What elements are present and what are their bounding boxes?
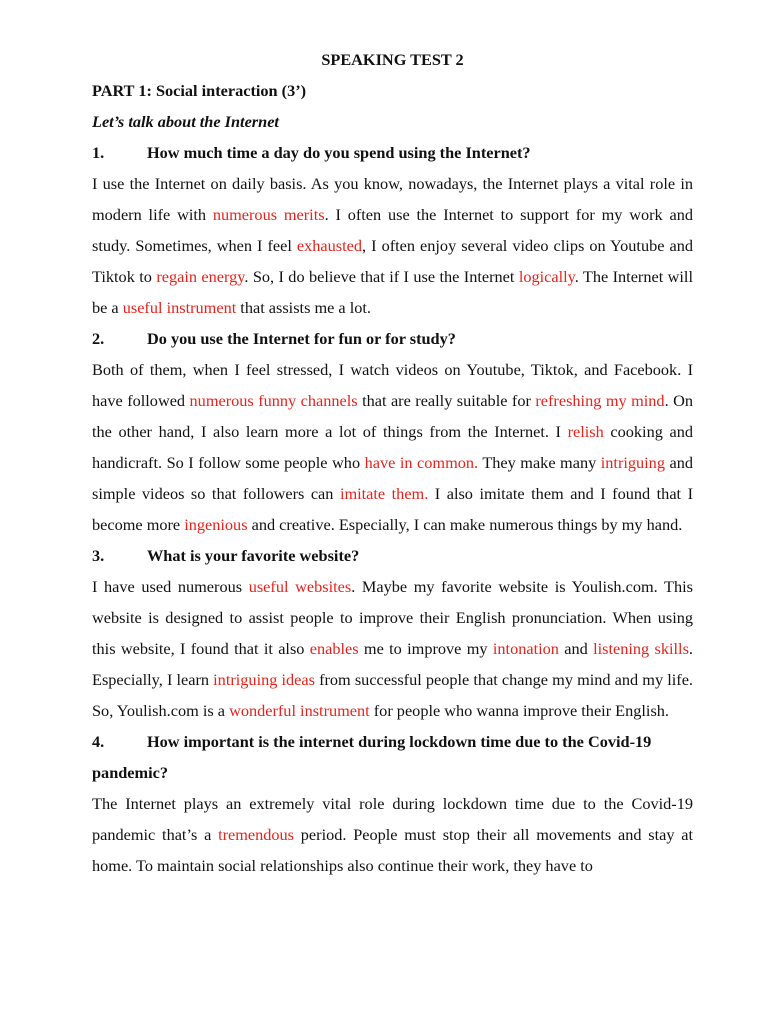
answer-text: . On the other hand, I also learn more a lot of things from the Internet. I	[92, 391, 693, 441]
answer-text: and simple videos so that followers can	[92, 453, 693, 503]
document-title: SPEAKING TEST 2	[321, 50, 464, 69]
highlighted-phrase: intriguing	[600, 453, 665, 472]
question-number: 1.	[92, 143, 105, 162]
answer-text: . Maybe my favorite website is Youlish.com. This website is designed to assist people to improve their English pronunciation. When using this website, I found that it also	[92, 577, 693, 658]
question-text: Do you use the Internet for fun or for study?	[147, 329, 456, 348]
answer-text: period. People must stop their all movements and stay at home. To maintain social relationships also continue their work, they have to	[92, 825, 694, 875]
question-block	[92, 323, 693, 540]
highlighted-phrase: intonation	[492, 639, 559, 658]
question-block	[92, 726, 693, 881]
highlighted-phrase: exhausted	[296, 236, 363, 255]
part-heading: PART 1: Social interaction (3’)	[92, 81, 307, 100]
highlighted-phrase: regain energy	[156, 267, 245, 286]
answer-text: I use the Internet on daily basis. As you know, nowadays, the Internet plays a vital role in modern life with	[92, 174, 693, 224]
highlighted-phrase: ingenious	[184, 515, 248, 534]
highlighted-phrase: listening skills	[593, 639, 689, 658]
highlighted-phrase: logically	[518, 267, 575, 286]
highlighted-phrase: have in common.	[364, 453, 479, 472]
question-number: 2.	[92, 329, 105, 348]
question-heading	[92, 323, 693, 354]
highlighted-phrase: relish	[567, 422, 604, 441]
answer-text: that assists me a lot.	[236, 298, 371, 317]
answer-text: . The Internet will be a	[92, 267, 693, 317]
question-text: How much time a day do you spend using the Internet?	[147, 143, 531, 162]
answer-text: I also imitate them and I found that I become more	[92, 484, 693, 534]
question-block	[92, 137, 693, 323]
question-heading	[92, 726, 693, 788]
question-heading	[92, 137, 693, 168]
question-text: How important is the internet during lockdown time due to the Covid-19 pandemic?	[92, 732, 652, 782]
highlighted-phrase: imitate them.	[339, 484, 429, 503]
highlighted-phrase: numerous funny channels	[189, 391, 358, 410]
topic-intro: Let’s talk about the Internet	[92, 112, 279, 131]
answer-text: for people who wanna improve their English.	[369, 701, 670, 720]
answer-paragraph	[92, 788, 693, 881]
highlighted-phrase: wonderful instrument	[229, 701, 370, 720]
answer-paragraph	[92, 354, 693, 540]
answer-text: They make many	[478, 453, 601, 472]
answer-text: . I often use the Internet to support for my work and study. Sometimes, when I feel	[92, 205, 694, 255]
answer-text: cooking and handicraft. So I follow some people who	[92, 422, 693, 472]
highlighted-phrase: enables	[309, 639, 359, 658]
answer-text: and creative. Especially, I can make numerous things by my hand.	[247, 515, 683, 534]
answer-text: . So, I do believe that if I use the Internet	[244, 267, 519, 286]
highlighted-phrase: useful websites	[248, 577, 352, 596]
answer-text: me to improve my	[358, 639, 493, 658]
answer-text: Both of them, when I feel stressed, I watch videos on Youtube, Tiktok, and Facebook. I have followed	[92, 360, 693, 410]
question-number: 4.	[92, 732, 105, 751]
answer-text: that are really suitable for	[357, 391, 536, 410]
highlighted-phrase: refreshing my mind	[535, 391, 665, 410]
answer-paragraph	[92, 168, 693, 323]
answer-text: The Internet plays an extremely vital role during lockdown time due to the Covid-19 pandemic that’s a	[92, 794, 693, 844]
highlighted-phrase: intriguing ideas	[213, 670, 315, 689]
answer-text: , I often enjoy several video clips on Youtube and Tiktok to	[92, 236, 693, 286]
answer-text: I have used numerous	[92, 577, 249, 596]
highlighted-phrase: numerous merits	[212, 205, 325, 224]
question-heading	[92, 540, 693, 571]
answer-text: and	[558, 639, 594, 658]
document-page	[92, 44, 693, 881]
question-number: 3.	[92, 546, 105, 565]
question-block	[92, 540, 693, 726]
highlighted-phrase: useful instrument	[122, 298, 237, 317]
highlighted-phrase: tremendous	[218, 825, 295, 844]
question-text: What is your favorite website?	[147, 546, 360, 565]
answer-paragraph	[92, 571, 693, 726]
answer-text: . Especially, I learn	[92, 639, 693, 689]
answer-text: from successful people that change my mind and my life. So, Youlish.com is a	[92, 670, 693, 720]
